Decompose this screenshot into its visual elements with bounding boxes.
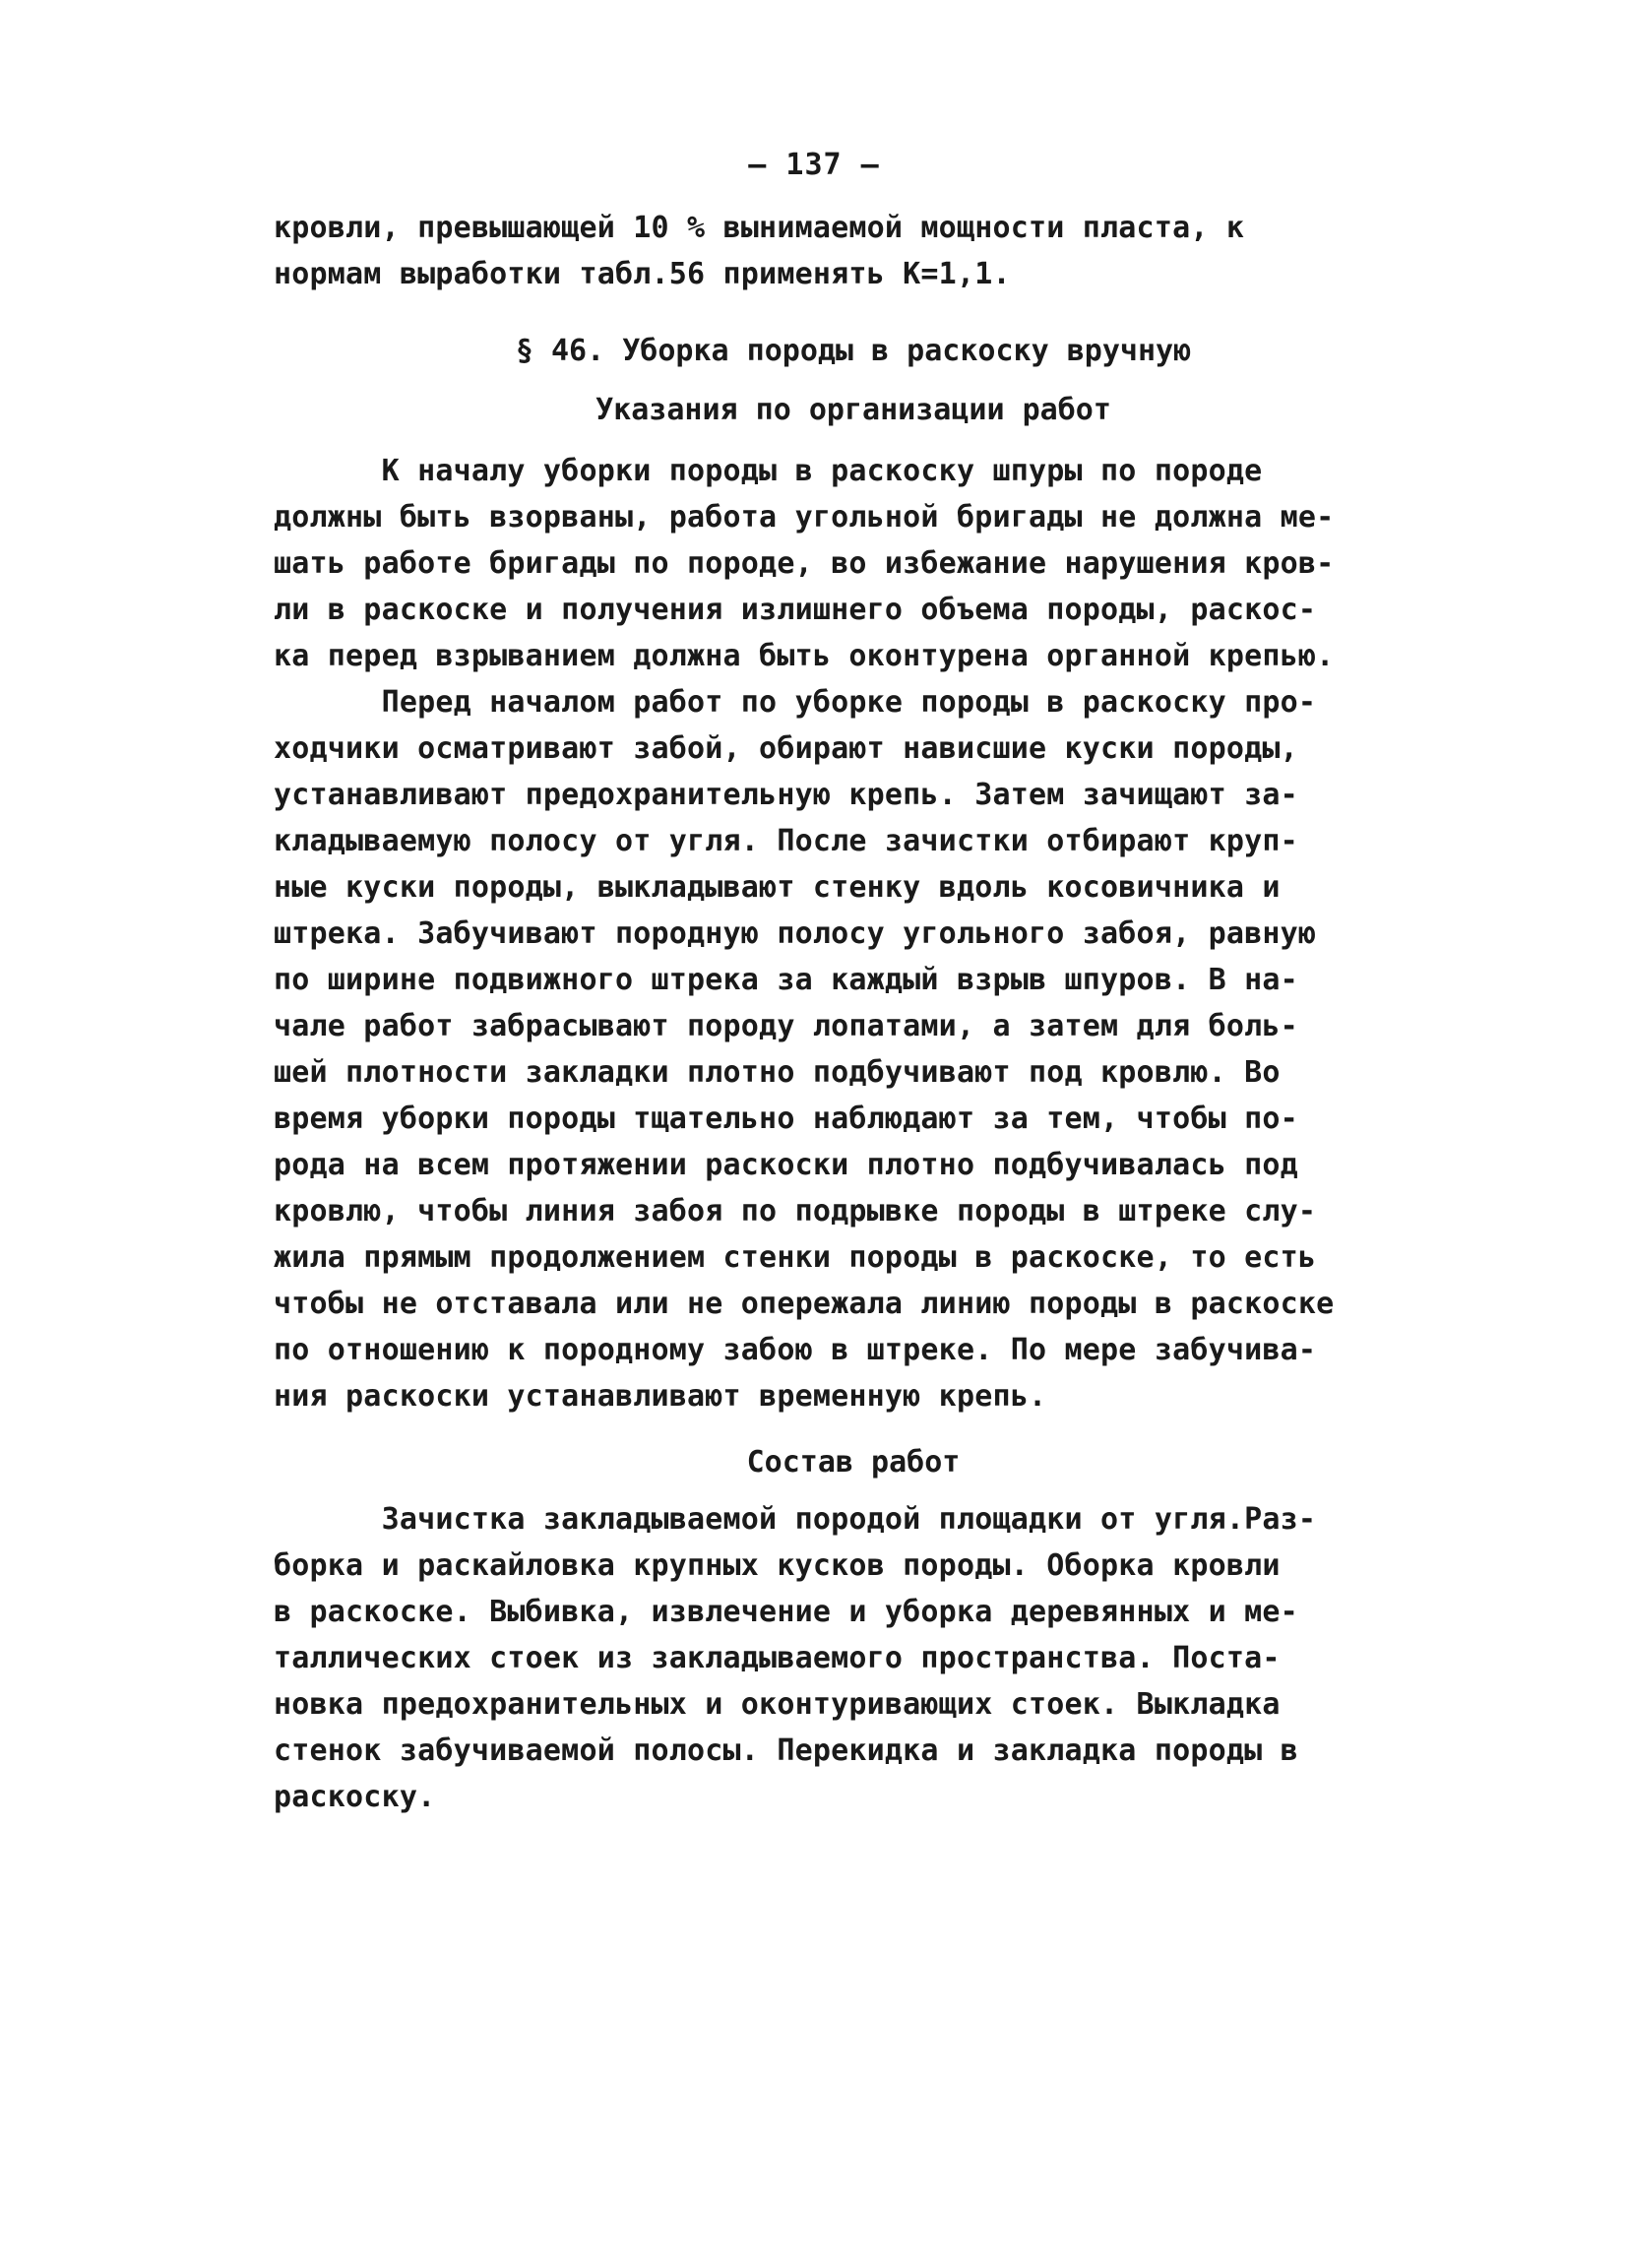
text-line: штрека. Забучивают породную полосу угольного забоя, равную <box>274 916 1317 951</box>
organization-text <box>274 448 1381 1419</box>
text-line: по ширине подвижного штрека за каждый взрыв шпуров. В на- <box>274 963 1298 997</box>
text-line: ли в раскоске и получения излишнего объема породы, раскос- <box>274 593 1317 627</box>
page-number: – 137 – <box>748 148 880 182</box>
text-line: жила прямым продолжением стенки породы в раскоске, то есть <box>274 1240 1317 1275</box>
text-line: ходчики осматривают забой, обирают нависшие куски породы, <box>274 731 1298 766</box>
text-line: нормам выработки табл.56 применять К=1,1. <box>274 257 1011 291</box>
text-line: чале работ забрасывают породу лопатами, а затем для боль- <box>274 1009 1298 1043</box>
text-line: шать работе бригады по породе, во избежание нарушения кров- <box>274 546 1335 581</box>
text-line: чтобы не отставала или не опережала линию породы в раскоске <box>274 1287 1335 1321</box>
text-line: кровлю, чтобы линия забоя по подрывке породы в штреке слу- <box>274 1194 1317 1228</box>
text-line: ния раскоски устанавливают временную крепь. <box>274 1379 1047 1414</box>
text-line: время уборки породы тщательно наблюдают за тем, чтобы по- <box>274 1102 1298 1136</box>
text-line: должны быть взорваны, работа угольной бригады не должна ме- <box>274 500 1335 535</box>
text-line: кладываемую полосу от угля. После зачистки отбирают круп- <box>274 824 1298 858</box>
text-line: устанавливают предохранительную крепь. Затем зачищают за- <box>274 778 1298 812</box>
intro-paragraph <box>274 205 1381 297</box>
text-line: новка предохранительных и оконтуривающих стоек. Выкладка <box>274 1687 1281 1722</box>
composition-text <box>274 1496 1381 1820</box>
section-heading: § 46. Уборка породы в раскоску вручную <box>515 334 1192 368</box>
text-line: по отношению к породному забою в штреке. По мере забучива- <box>274 1333 1317 1367</box>
text-line: ные куски породы, выкладывают стенку вдоль косовичника и <box>274 870 1281 905</box>
text-line: кровли, превышающей 10 % вынимаемой мощности пласта, к <box>274 211 1245 245</box>
text-line: К началу уборки породы в раскоску шпуры по породе <box>274 454 1263 488</box>
subheading-composition: Состав работ <box>746 1445 961 1480</box>
subheading-organization: Указания по организации работ <box>595 393 1111 427</box>
text-line: таллических стоек из закладываемого пространства. Поста- <box>274 1641 1281 1675</box>
text-line: Зачистка закладываемой породой площадки от угля.Раз- <box>274 1502 1317 1537</box>
text-line: раскоску. <box>274 1780 436 1814</box>
text-line: ка перед взрыванием должна быть оконтурена органной крепью. <box>274 639 1335 673</box>
text-line: рода на всем протяжении раскоски плотно подбучивалась под <box>274 1148 1298 1182</box>
text-line: Перед началом работ по уборке породы в раскоску про- <box>274 685 1317 720</box>
text-line: в раскоске. Выбивка, извлечение и уборка деревянных и ме- <box>274 1595 1298 1629</box>
text-line: шей плотности закладки плотно подбучивают под кровлю. Во <box>274 1055 1281 1090</box>
text-line: борка и раскайловка крупных кусков породы. Оборка кровли <box>274 1548 1281 1583</box>
text-line: стенок забучиваемой полосы. Перекидка и закладка породы в <box>274 1733 1298 1768</box>
